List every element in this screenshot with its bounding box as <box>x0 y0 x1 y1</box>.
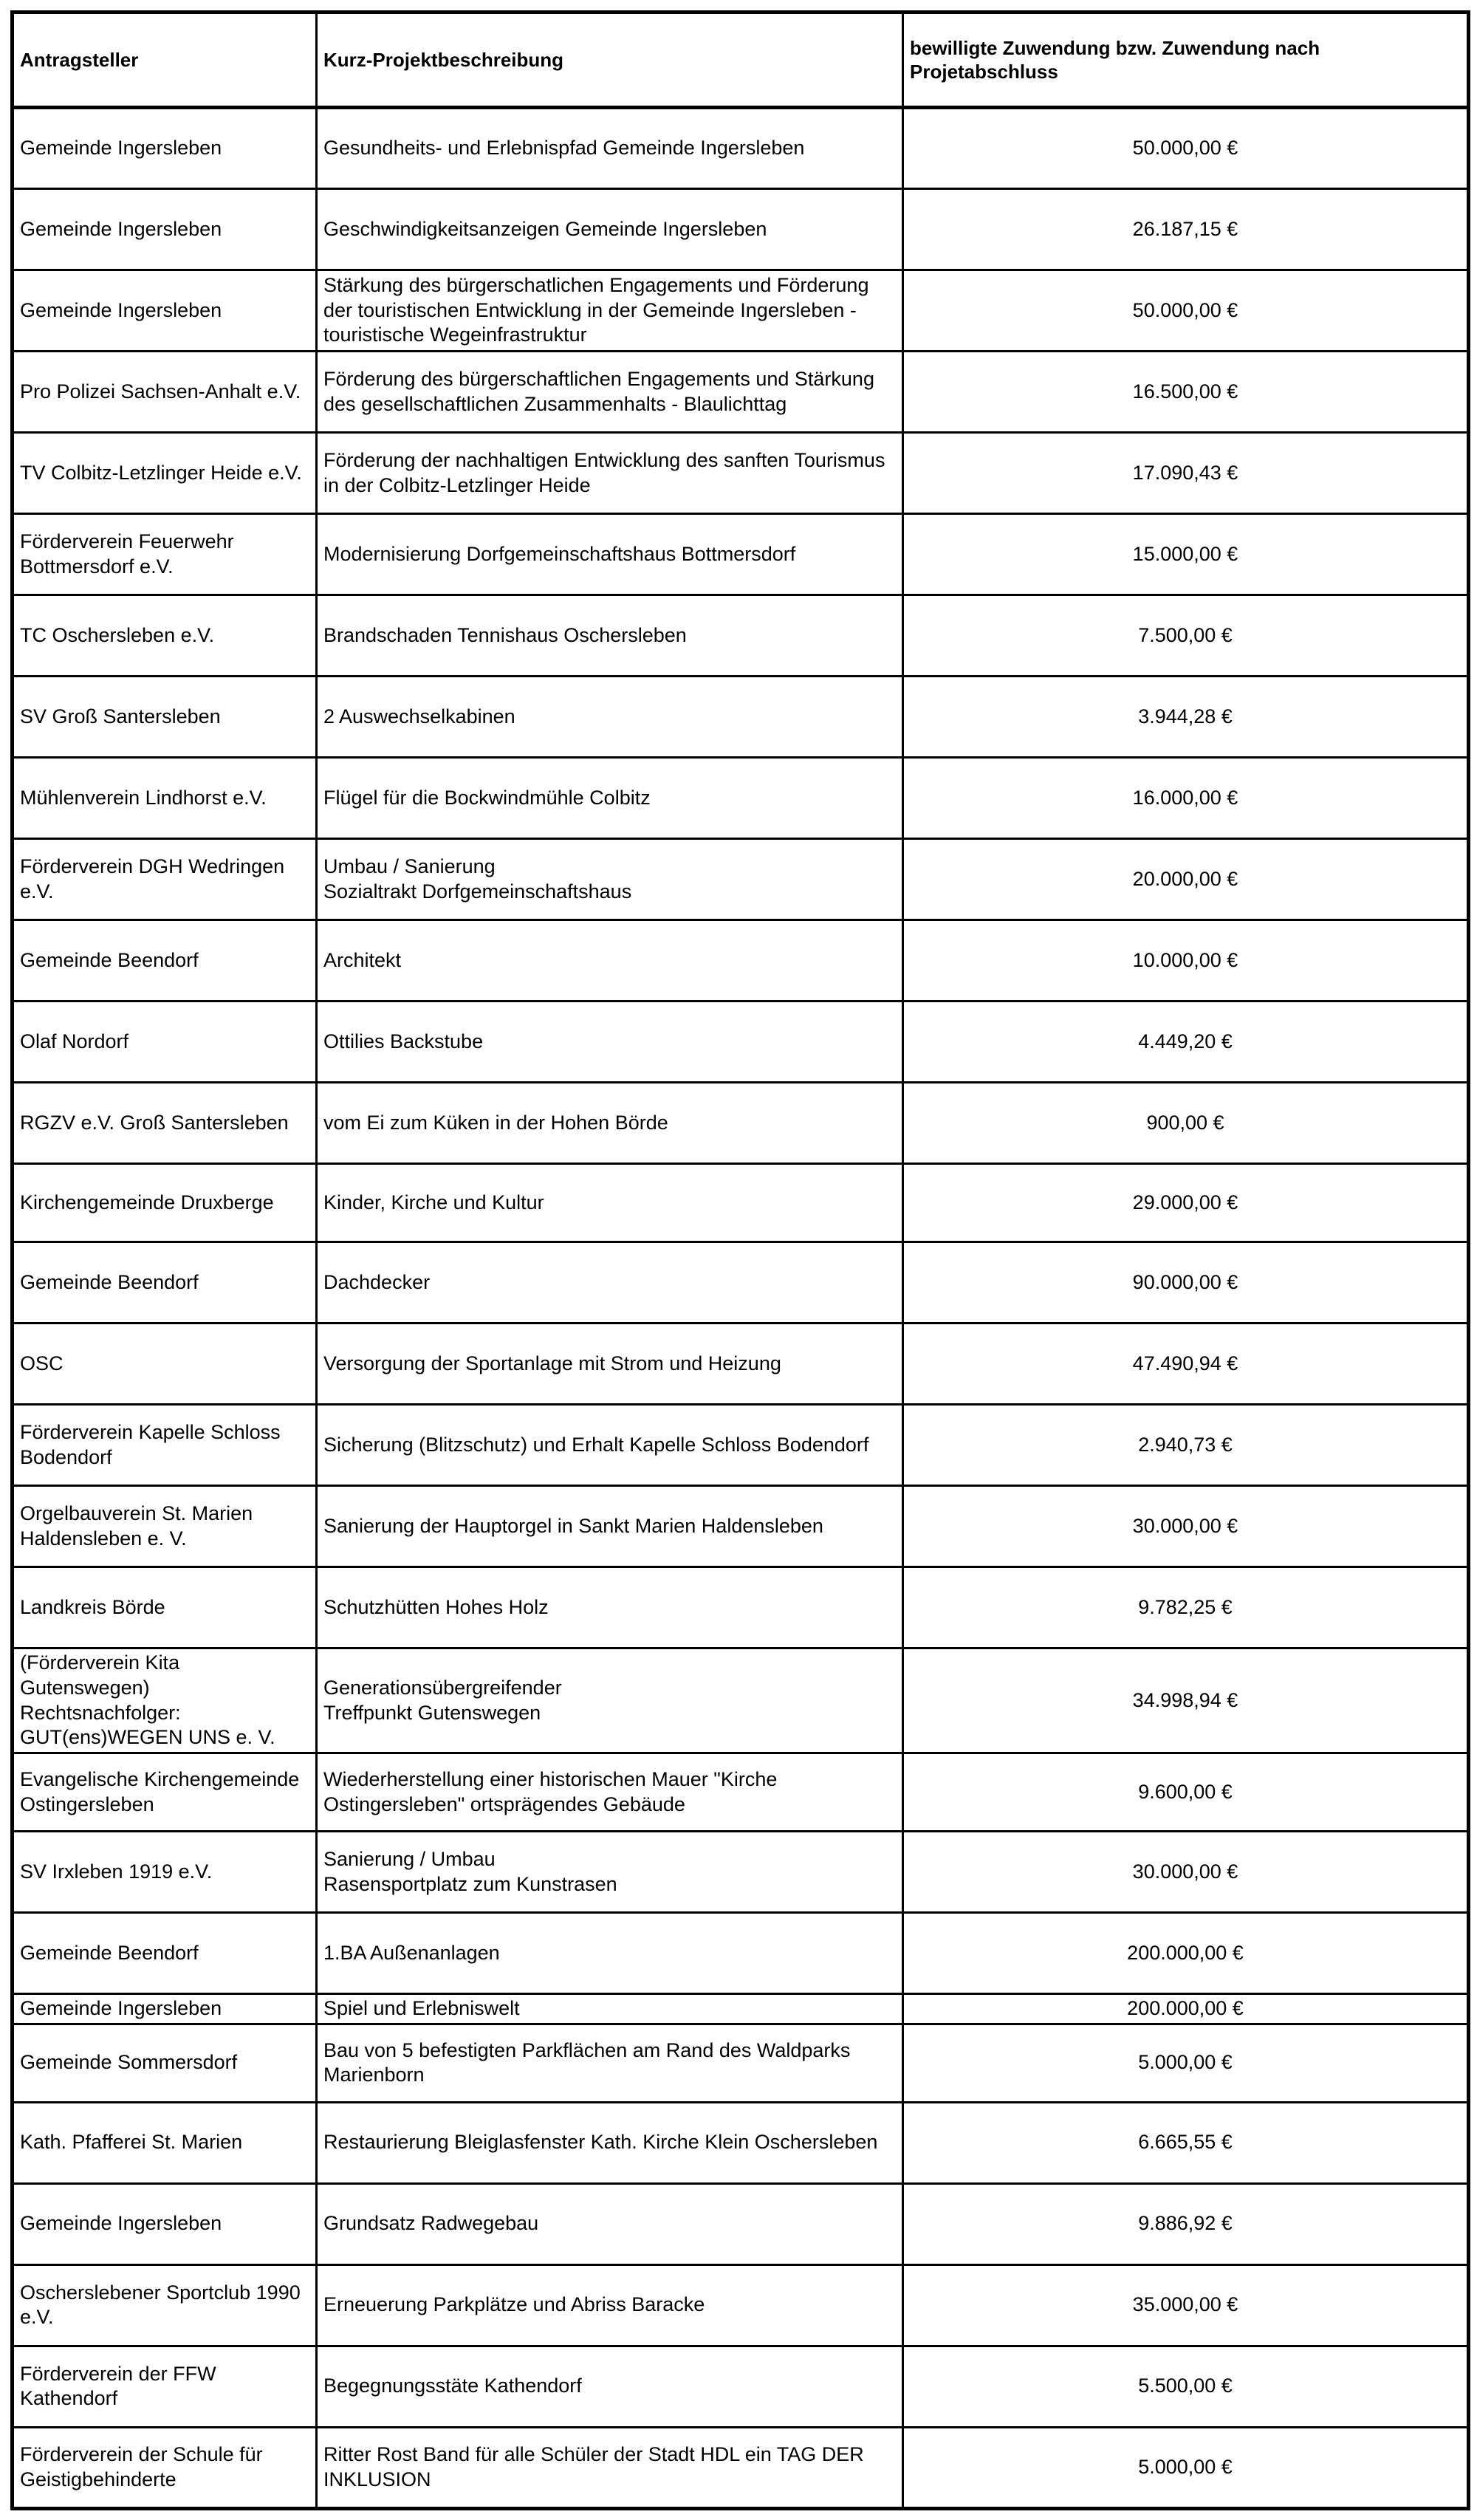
cell-applicant: Gemeinde Ingersleben <box>13 108 317 189</box>
table-row <box>13 1567 1469 1648</box>
cell-grant: 35.000,00 € <box>903 2264 1469 2346</box>
header-applicant: Antragsteller <box>13 13 317 108</box>
cell-applicant: Gemeinde Ingersleben <box>13 270 317 352</box>
cell-description: Versorgung der Sportanlage mit Strom und Heizung <box>317 1324 903 1405</box>
cell-grant: 5.500,00 € <box>903 2346 1469 2427</box>
table-row <box>13 1242 1469 1324</box>
table-row <box>13 2102 1469 2183</box>
cell-description: Kinder, Kirche und Kultur <box>317 1164 903 1242</box>
table-row <box>13 920 1469 1002</box>
cell-grant: 4.449,20 € <box>903 1002 1469 1083</box>
cell-applicant: Gemeinde Sommersdorf <box>13 2024 317 2102</box>
cell-description: Spiel und Erlebniswelt <box>317 1994 903 2024</box>
cell-applicant: (Förderverein Kita Gutenswegen) Rechtsnachfolger: GUT(ens)WEGEN UNS e. V. <box>13 1648 317 1753</box>
cell-description: Begegnungsstäte Kathendorf <box>317 2346 903 2427</box>
table-row <box>13 108 1469 189</box>
table-row <box>13 1913 1469 1994</box>
cell-applicant: Gemeinde Beendorf <box>13 1242 317 1324</box>
table-row <box>13 1486 1469 1567</box>
cell-applicant: Olaf Nordorf <box>13 1002 317 1083</box>
funding-table <box>10 10 1470 2510</box>
cell-description: Modernisierung Dorfgemeinschaftshaus Bottmersdorf <box>317 514 903 595</box>
cell-applicant: Förderverein Kapelle Schloss Bodendorf <box>13 1405 317 1486</box>
cell-grant: 200.000,00 € <box>903 1994 1469 2024</box>
cell-description: Sanierung der Hauptorgel in Sankt Marien Haldensleben <box>317 1486 903 1567</box>
cell-applicant: Förderverein der FFW Kathendorf <box>13 2346 317 2427</box>
cell-grant: 16.000,00 € <box>903 758 1469 839</box>
cell-grant: 9.886,92 € <box>903 2183 1469 2264</box>
cell-grant: 9.782,25 € <box>903 1567 1469 1648</box>
table-row <box>13 270 1469 352</box>
cell-description: Sicherung (Blitzschutz) und Erhalt Kapelle Schloss Bodendorf <box>317 1405 903 1486</box>
table-row <box>13 1324 1469 1405</box>
cell-description: Schutzhütten Hohes Holz <box>317 1567 903 1648</box>
cell-applicant: Pro Polizei Sachsen-Anhalt e.V. <box>13 352 317 433</box>
table-row <box>13 1753 1469 1832</box>
cell-grant: 17.090,43 € <box>903 433 1469 514</box>
cell-grant: 5.000,00 € <box>903 2024 1469 2102</box>
cell-applicant: Gemeinde Ingersleben <box>13 2183 317 2264</box>
cell-grant: 15.000,00 € <box>903 514 1469 595</box>
cell-applicant: Landkreis Börde <box>13 1567 317 1648</box>
cell-description: Brandschaden Tennishaus Oschersleben <box>317 595 903 677</box>
cell-applicant: Kirchengemeinde Druxberge <box>13 1164 317 1242</box>
cell-description: Ottilies Backstube <box>317 1002 903 1083</box>
table-row <box>13 1083 1469 1164</box>
cell-description: Geschwindigkeitsanzeigen Gemeinde Ingersleben <box>317 189 903 270</box>
cell-grant: 50.000,00 € <box>903 108 1469 189</box>
table-header-row <box>13 13 1469 108</box>
cell-grant: 47.490,94 € <box>903 1324 1469 1405</box>
cell-description: Förderung des bürgerschaftlichen Engagements und Stärkung des gesellschaftlichen Zusammenhalts - Blaulichttag <box>317 352 903 433</box>
cell-description: Generationsübergreifender Treffpunkt Gutenswegen <box>317 1648 903 1753</box>
cell-description: vom Ei zum Küken in der Hohen Börde <box>317 1083 903 1164</box>
cell-grant: 10.000,00 € <box>903 920 1469 1002</box>
cell-description: 2 Auswechselkabinen <box>317 677 903 758</box>
cell-description: Gesundheits- und Erlebnispfad Gemeinde Ingersleben <box>317 108 903 189</box>
cell-applicant: RGZV e.V. Groß Santersleben <box>13 1083 317 1164</box>
cell-applicant: Förderverein DGH Wedringen e.V. <box>13 839 317 920</box>
cell-grant: 20.000,00 € <box>903 839 1469 920</box>
table-row <box>13 2264 1469 2346</box>
cell-description: Erneuerung Parkplätze und Abriss Baracke <box>317 2264 903 2346</box>
cell-grant: 34.998,94 € <box>903 1648 1469 1753</box>
table-row <box>13 352 1469 433</box>
cell-description: Sanierung / Umbau Rasensportplatz zum Kunstrasen <box>317 1832 903 1913</box>
cell-applicant: Evangelische Kirchengemeinde Ostingersleben <box>13 1753 317 1832</box>
cell-description: Architekt <box>317 920 903 1002</box>
cell-grant: 7.500,00 € <box>903 595 1469 677</box>
table-row <box>13 595 1469 677</box>
cell-applicant: Mühlenverein Lindhorst e.V. <box>13 758 317 839</box>
table-row <box>13 1405 1469 1486</box>
cell-grant: 200.000,00 € <box>903 1913 1469 1994</box>
cell-applicant: Förderverein der Schule für Geistigbehinderte <box>13 2427 317 2508</box>
cell-applicant: Gemeinde Ingersleben <box>13 189 317 270</box>
cell-grant: 6.665,55 € <box>903 2102 1469 2183</box>
cell-grant: 26.187,15 € <box>903 189 1469 270</box>
cell-grant: 50.000,00 € <box>903 270 1469 352</box>
cell-grant: 30.000,00 € <box>903 1486 1469 1567</box>
cell-applicant: Förderverein Feuerwehr Bottmersdorf e.V. <box>13 514 317 595</box>
cell-applicant: Oscherslebener Sportclub 1990 e.V. <box>13 2264 317 2346</box>
table-body <box>13 108 1469 2509</box>
table-row <box>13 433 1469 514</box>
table-row <box>13 2024 1469 2102</box>
cell-description: Förderung der nachhaltigen Entwicklung des sanften Tourismus in der Colbitz-Letzlinger Heide <box>317 433 903 514</box>
cell-applicant: TV Colbitz-Letzlinger Heide e.V. <box>13 433 317 514</box>
cell-grant: 29.000,00 € <box>903 1164 1469 1242</box>
cell-grant: 3.944,28 € <box>903 677 1469 758</box>
cell-description: Stärkung des bürgerschatlichen Engagements und Förderung der touristischen Entwicklung in der Gemeinde Ingersleben - touristische Wegeinfrastruktur <box>317 270 903 352</box>
header-grant: bewilligte Zuwendung bzw. Zuwendung nach Projetabschluss <box>903 13 1469 108</box>
cell-description: Wiederherstellung einer historischen Mauer "Kirche Ostingersleben" ortsprägendes Gebäude <box>317 1753 903 1832</box>
cell-applicant: SV Groß Santersleben <box>13 677 317 758</box>
cell-applicant: Gemeinde Beendorf <box>13 920 317 1002</box>
cell-grant: 16.500,00 € <box>903 352 1469 433</box>
cell-grant: 30.000,00 € <box>903 1832 1469 1913</box>
table-row <box>13 2183 1469 2264</box>
table-row <box>13 758 1469 839</box>
table-row <box>13 2427 1469 2508</box>
cell-description: Bau von 5 befestigten Parkflächen am Rand des Waldparks Marienborn <box>317 2024 903 2102</box>
cell-description: 1.BA Außenanlagen <box>317 1913 903 1994</box>
table-row <box>13 1994 1469 2024</box>
cell-applicant: Gemeinde Ingersleben <box>13 1994 317 2024</box>
cell-grant: 900,00 € <box>903 1083 1469 1164</box>
cell-applicant: Gemeinde Beendorf <box>13 1913 317 1994</box>
table-row <box>13 189 1469 270</box>
table-row <box>13 1832 1469 1913</box>
cell-applicant: SV Irxleben 1919 e.V. <box>13 1832 317 1913</box>
cell-grant: 90.000,00 € <box>903 1242 1469 1324</box>
table-row <box>13 839 1469 920</box>
header-description: Kurz-Projektbeschreibung <box>317 13 903 108</box>
cell-applicant: TC Oschersleben e.V. <box>13 595 317 677</box>
table-row <box>13 677 1469 758</box>
cell-grant: 5.000,00 € <box>903 2427 1469 2508</box>
table-row <box>13 1164 1469 1242</box>
table-row <box>13 514 1469 595</box>
cell-description: Restaurierung Bleiglasfenster Kath. Kirche Klein Oschersleben <box>317 2102 903 2183</box>
cell-applicant: Orgelbauverein St. Marien Haldensleben e. V. <box>13 1486 317 1567</box>
cell-applicant: Kath. Pfafferei St. Marien <box>13 2102 317 2183</box>
cell-description: Dachdecker <box>317 1242 903 1324</box>
cell-grant: 2.940,73 € <box>903 1405 1469 1486</box>
cell-description: Umbau / Sanierung Sozialtrakt Dorfgemeinschaftshaus <box>317 839 903 920</box>
cell-description: Ritter Rost Band für alle Schüler der Stadt HDL ein TAG DER INKLUSION <box>317 2427 903 2508</box>
cell-description: Grundsatz Radwegebau <box>317 2183 903 2264</box>
table-row <box>13 2346 1469 2427</box>
table-row <box>13 1002 1469 1083</box>
cell-applicant: OSC <box>13 1324 317 1405</box>
table-row <box>13 1648 1469 1753</box>
cell-grant: 9.600,00 € <box>903 1753 1469 1832</box>
cell-description: Flügel für die Bockwindmühle Colbitz <box>317 758 903 839</box>
